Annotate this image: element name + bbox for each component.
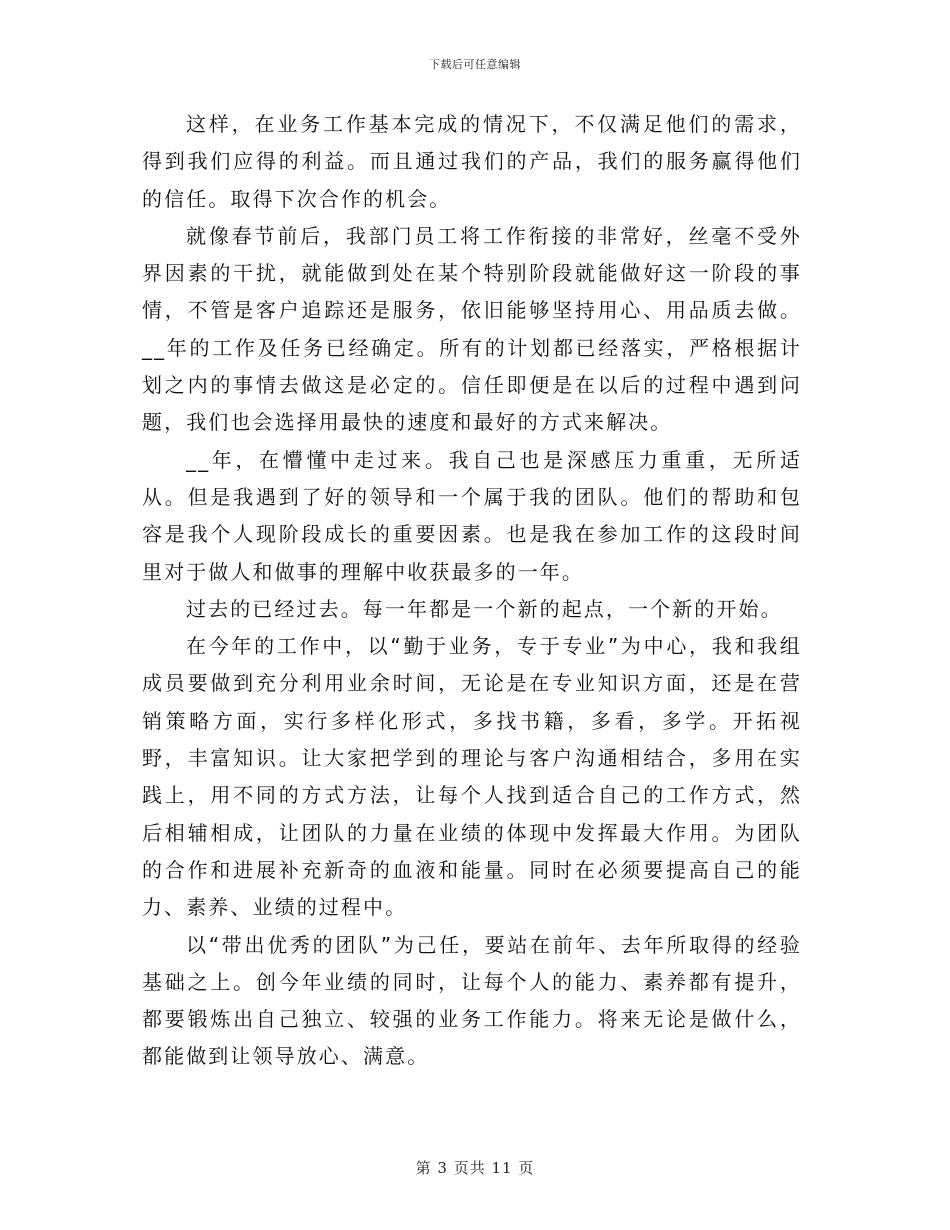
paragraph: 就像春节前后，我部门员工将工作衔接的非常好，丝毫不受外界因素的干扰，就能做到处在某个特别阶段就能做好这一阶段的事情，不管是客户追踪还是服务，依旧能够坚持用心、用品质去做。__年的工作及任务已经确定。所有的计划都已经落实，严格根据计划之内的事情去做这是必定的。信任即便是在以后的过程中遇到问题，我们也会选择用最快的速度和最好的方式来解决。 (142, 223, 802, 435)
page-number: 第 3 页共 11 页 (415, 1159, 535, 1177)
paragraph: 以“带出优秀的团队”为己任，要站在前年、去年所取得的经验基础之上。创今年业绩的同时，让每个人的能力、素养都有提升，都要锻炼出自己独立、较强的业务工作能力。将来无论是做什么，都能做到让领导放心、满意。 (142, 932, 802, 1069)
paragraph: 在今年的工作中，以“勤于业务，专于专业”为中心，我和我组成员要做到充分利用业余时间，无论是在专业知识方面，还是在营销策略方面，实行多样化形式，多找书籍，多看，多学。开拓视野，丰富知识。让大家把学到的理论与客户沟通相结合，多用在实践上，用不同的方式方法，让每个人找到适合自己的工作方式，然后相辅相成，让团队的力量在业绩的体现中发挥最大作用。为团队的合作和进展补充新奇的血液和能量。同时在必须要提高自己的能力、素养、业绩的过程中。 (142, 634, 802, 920)
paragraph: 过去的已经过去。每一年都是一个新的起点，一个新的开始。 (186, 596, 783, 621)
paragraph: __年，在懵懂中走过来。我自己也是深感压力重重，无所适从。但是我遇到了好的领导和一个属于我的团队。他们的帮助和包容是我个人现阶段成长的重要因素。也是我在参加工作的这段时间里对于做人和做事的理解中收获最多的一年。 (142, 447, 802, 584)
document-body (142, 106, 802, 1076)
header-note: 下载后可任意编辑 (429, 58, 521, 71)
paragraph: 这样，在业务工作基本完成的情况下，不仅满足他们的需求，得到我们应得的利益。而且通过我们的产品，我们的服务赢得他们的信任。取得下次合作的机会。 (142, 112, 802, 211)
